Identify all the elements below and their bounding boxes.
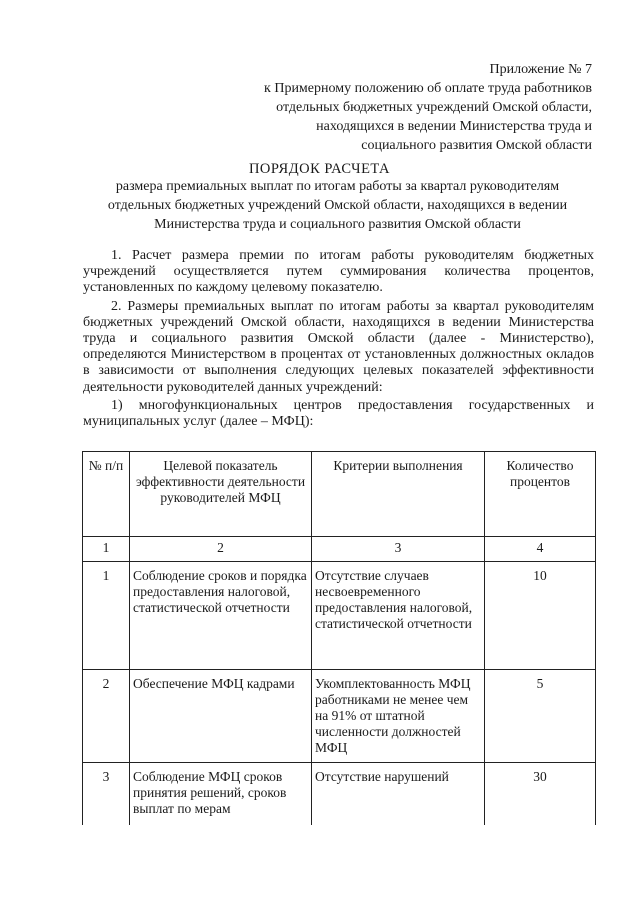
column-number: 3: [312, 537, 485, 562]
table-row: [83, 562, 596, 670]
subtitle-line: отдельных бюджетных учреждений Омской области, находящихся в ведении: [107, 198, 568, 213]
header-percent: Количество процентов: [485, 452, 596, 537]
row-indicator: Обеспечение МФЦ кадрами: [130, 670, 312, 763]
row-percent: 10: [485, 562, 596, 670]
appendix-number: Приложение № 7: [489, 62, 592, 77]
column-number: 4: [485, 537, 596, 562]
paragraph-2: 2. Размеры премиальных выплат по итогам работы за квартал руководителям бюджетных учреждений Омской области, находящихся в ведении Министерства труда и социального развития Омской области (далее - Министерство), определяются Министерством в процентах от установленных должностных окладов в зависимости от выполнения следующих целевых показателей эффективности деятельности руководителей данных учреждений:: [83, 298, 594, 395]
table-row: [83, 763, 596, 826]
header-number: № п/п: [83, 452, 130, 537]
paragraph-1: 1. Расчет размера премии по итогам работы руководителям бюджетных учреждений осуществляется путем суммирования количества процентов, установленных по каждому целевому показателю.: [83, 248, 594, 296]
appendix-header: [264, 60, 592, 155]
appendix-line: к Примерному положению об оплате труда работников: [264, 81, 592, 96]
row-criteria: Отсутствие нарушений: [312, 763, 485, 826]
appendix-line: социального развития Омской области: [361, 138, 592, 153]
row-percent: 30: [485, 763, 596, 826]
table-header-row: [83, 452, 596, 537]
row-indicator: Соблюдение сроков и порядка предоставления налоговой, статистической отчетности: [130, 562, 312, 670]
table-row: [83, 670, 596, 763]
row-number: 3: [83, 763, 130, 826]
row-number: 1: [83, 562, 130, 670]
row-percent: 5: [485, 670, 596, 763]
row-criteria: Укомплектованность МФЦ работниками не менее чем на 91% от штатной численности должностей МФЦ: [312, 670, 485, 763]
document-subtitle: [60, 177, 615, 234]
column-number: 1: [83, 537, 130, 562]
appendix-line: отдельных бюджетных учреждений Омской области,: [276, 100, 592, 115]
appendix-line: находящихся в ведении Министерства труда и: [316, 119, 592, 134]
column-number: 2: [130, 537, 312, 562]
subtitle-line: размера премиальных выплат по итогам работы за квартал руководителям: [115, 179, 560, 194]
document-title: ПОРЯДОК РАСЧЕТА: [248, 161, 391, 177]
header-indicator: Целевой показатель эффективности деятельности руководителей МФЦ: [130, 452, 312, 537]
header-criteria: Критерии выполнения: [312, 452, 485, 537]
row-criteria: Отсутствие случаев несвоевременного предоставления налоговой, статистической отчетности: [312, 562, 485, 670]
criteria-table: [82, 451, 596, 825]
column-number-row: [83, 537, 596, 562]
document-body: [83, 248, 594, 432]
row-indicator: Соблюдение МФЦ сроков принятия решений, сроков выплат по мерам: [130, 763, 312, 826]
subtitle-line: Министерства труда и социального развития Омской области: [154, 217, 521, 232]
paragraph-3: 1) многофункциональных центров предоставления государственных и муниципальных услуг (далее – МФЦ):: [83, 397, 594, 430]
row-number: 2: [83, 670, 130, 763]
